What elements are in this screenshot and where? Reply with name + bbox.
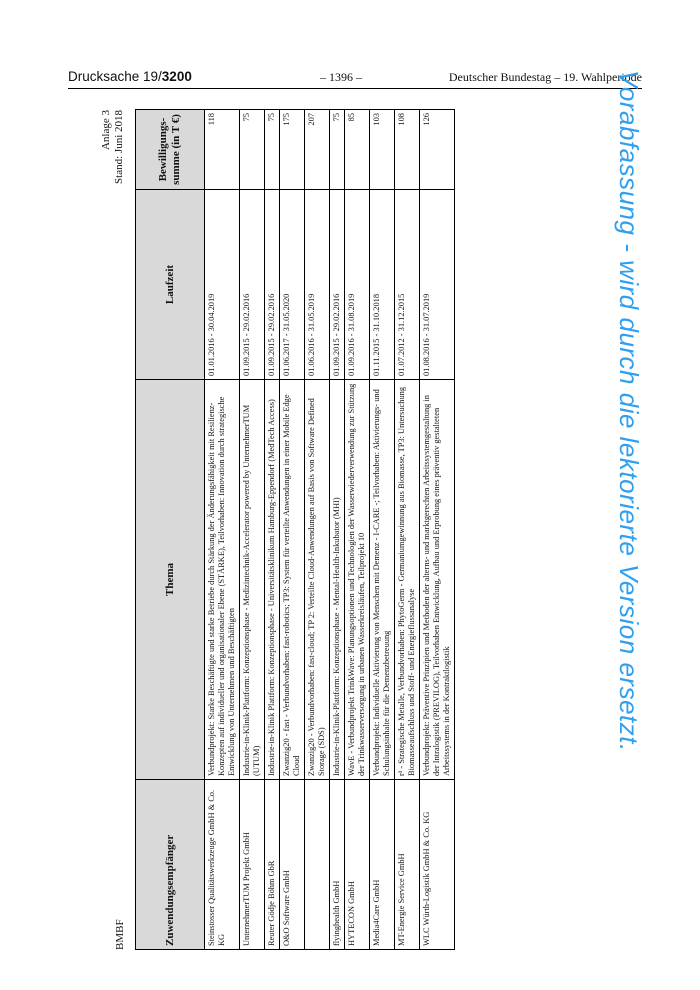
table-row — [370, 110, 395, 950]
page-number: – 1396 – — [320, 70, 362, 84]
cell-term: 01.09.2016 - 31.08.2019 — [345, 190, 370, 380]
cell-topic: Industrie-in-Klinik Plattform: Konzeptionsphase - Universitätsklinikum Hamburg-Eppendorf (MedTech Access) — [265, 380, 280, 780]
cell-topic: Verbundprojekt: Präventive Prinzipien und Methoden der alterns- und marktgerechten Arbeitssystemgestaltung in der Intralogistik (PREVILOG), Teilvorhaben Entwicklung, Aufbau und Erprobung eines präventiv gestalteten Arbeitssystems in der Kontraktlogistik — [420, 380, 455, 780]
cell-recipient: Reuter Gödje Böhm GbR — [265, 780, 280, 950]
annex-label — [100, 110, 126, 184]
cell-recipient: Steinstosser Qualitätswerkzeuge GmbH & Co. KG — [205, 780, 240, 950]
cell-term: 01.07.2012 - 31.12.2015 — [395, 190, 420, 380]
cell-recipient: flyinghealth GmbH — [330, 780, 345, 950]
cell-sum: 103 — [370, 110, 395, 190]
cell-recipient: WLC Würth-Logistik GmbH & Co. KG — [420, 780, 455, 950]
table-row — [205, 110, 240, 950]
cell-sum: 108 — [395, 110, 420, 190]
cell-sum: 118 — [205, 110, 240, 190]
cell-topic: WavE - Verbundprojekt TrinkWave: Planungsoptionen und Technologien der Wasserwiederverwendung zur Stützung der Trinkwasserversorgung in urbanen Wasserkreisläufen, Teilprojekt 10 — [345, 380, 370, 780]
table-row — [265, 110, 280, 950]
cell-topic: Verbundprojekt: Individuelle Aktivierung von Menschen mit Demenz - I-CARE -; Teilvorhaben: Aktivierungs- und Schulungsinhalte für die Demenzbetreuung — [370, 380, 395, 780]
cell-term: 01.01.2016 - 30.04.2019 — [205, 190, 240, 380]
cell-topic: Verbundprojekt: Starke Beschäftigte und starke Betriebe durch Stärkung der Änderungsfähigkeit mit Resilienz-Konzepten auf individueller und organisationaler Ebene (STÄRKE), Teilvorhaben: Innovation durch strategische Entwicklung von Unternehmen und Beschäftigten — [205, 380, 240, 780]
cell-recipient: O&O Software GmbH — [280, 780, 305, 950]
page-header — [68, 68, 642, 89]
rotated-table-area — [100, 110, 640, 950]
watermark-text: Vorabfassung - wird durch die lektorierte Version ersetzt. — [614, 70, 644, 752]
cell-term: 01.06.2016 - 31.05.2019 — [305, 190, 330, 380]
cell-term: 01.11.2015 - 31.10.2018 — [370, 190, 395, 380]
cell-term: 01.09.2015 - 29.02.2016 — [330, 190, 345, 380]
cell-sum: 75 — [330, 110, 345, 190]
cell-recipient: MT-Energie Service GmbH — [395, 780, 420, 950]
cell-term: 01.08.2016 - 31.07.2019 — [420, 190, 455, 380]
annex-title: Anlage 3 — [100, 110, 112, 151]
cell-topic: Zwanzig20 - fast - Verbundvorhaben: fast-robotics; TP3: System für verteilte Anwendungen in einer Mobile Edge Cloud — [280, 380, 305, 780]
column-header-term: Laufzeit — [136, 190, 205, 380]
table-row — [420, 110, 455, 950]
cell-recipient — [305, 780, 330, 950]
table-heading — [100, 110, 135, 950]
table-row — [395, 110, 420, 950]
cell-topic: Zwanzig20 - Verbundvorhaben: fast-cloud; TP 2: Verteilte Cloud-Anwendungen auf Basis von Software Defined Storage (SDS) — [305, 380, 330, 780]
column-header-sum: Bewilligungs-summe (in T €) — [136, 110, 205, 190]
cell-sum: 126 — [420, 110, 455, 190]
cell-recipient: HYTECON GmbH — [345, 780, 370, 950]
ministry-label: BMBF — [114, 919, 126, 950]
table-row — [240, 110, 265, 950]
cell-topic: Industrie-in-Klinik-Plattform: Konzeptionsphase - Medizintechnik-Accelerator powered by UnternehmerTUM (UTUM) — [240, 380, 265, 780]
table-row — [305, 110, 330, 950]
cell-sum: 207 — [305, 110, 330, 190]
cell-term: 01.09.2015 - 29.02.2016 — [265, 190, 280, 380]
annex-date: Stand: Juni 2018 — [113, 110, 125, 184]
draft-watermark — [614, 70, 696, 930]
cell-term: 01.06.2017 - 31.05.2020 — [280, 190, 305, 380]
table-row — [280, 110, 305, 950]
table-header-row — [136, 110, 205, 950]
cell-sum: 75 — [240, 110, 265, 190]
cell-recipient: UnternehmerTUM Projekt GmbH — [240, 780, 265, 950]
document-number: Drucksache 19/3200 — [68, 69, 192, 84]
column-header-recipient: Zuwendungsempfänger — [136, 780, 205, 950]
cell-topic: Industrie-in-Klinik-Plattform: Konzeptionsphase - Mental-Health-Inkubator (MHI) — [330, 380, 345, 780]
cell-sum: 85 — [345, 110, 370, 190]
column-header-topic: Thema — [136, 380, 205, 780]
cell-sum: 75 — [265, 110, 280, 190]
table-row — [345, 110, 370, 950]
grants-table — [135, 109, 455, 950]
parliament-label: Deutscher Bundestag – 19. Wahlperiode — [448, 70, 642, 84]
cell-topic: r³ - Strategische Metalle, Verbundvorhaben: PhytoGerm - Germaniumgewinnung aus Biomasse, TP3: Untersuchung Biomasseaufschluss und Stoff- und Energieflussanalyse — [395, 380, 420, 780]
cell-term: 01.09.2015 - 29.02.2016 — [240, 190, 265, 380]
table-row — [330, 110, 345, 950]
cell-sum: 175 — [280, 110, 305, 190]
cell-recipient: Media4Care GmbH — [370, 780, 395, 950]
